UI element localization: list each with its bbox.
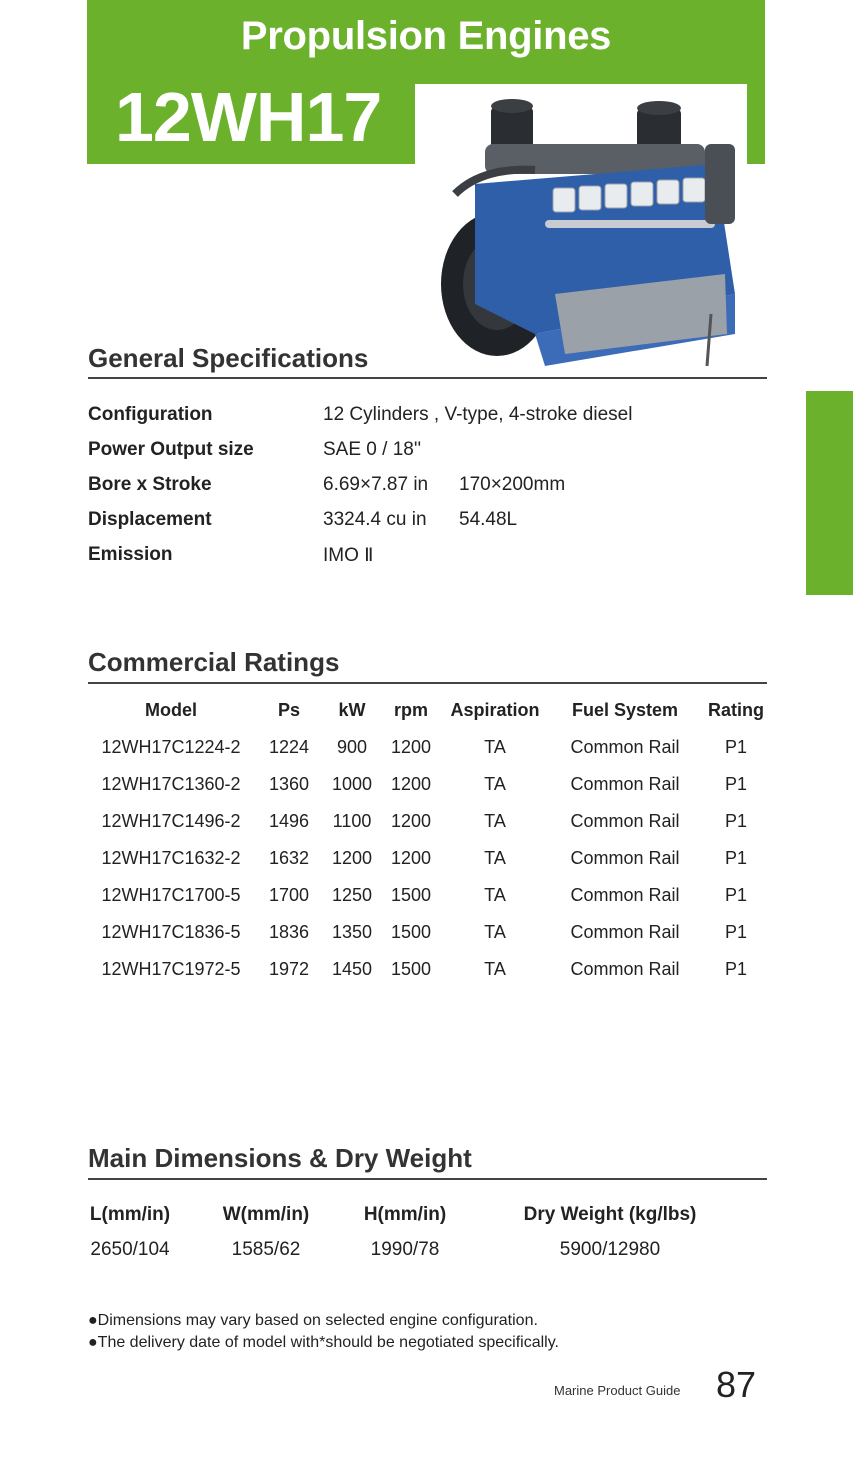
cell-aspiration: TA (484, 811, 506, 831)
cell-ps: 1836 (268, 922, 310, 942)
dim-value-height: 1990/78 (370, 1239, 440, 1260)
spec-value: SAE 0 / 18'' (323, 439, 422, 460)
cell-ps: 1632 (268, 848, 310, 868)
general-specs-title: General Specifications (88, 343, 369, 373)
cell-ps: 1360 (268, 774, 310, 794)
cell-model: 12WH17C1496-2 (101, 811, 241, 831)
cell-model: 12WH17C1972-5 (101, 959, 241, 979)
cell-rpm: 1200 (390, 774, 432, 794)
cell-model: 12WH17C1360-2 (101, 774, 241, 794)
dim-value-width: 1585/62 (231, 1239, 301, 1260)
commercial-ratings-title: Commercial Ratings (88, 647, 340, 677)
col-header-kw: kW (338, 700, 366, 720)
spec-label: Configuration (88, 404, 213, 425)
footer-page-number: 87 (716, 1364, 757, 1405)
cell-kw: 1100 (332, 811, 372, 831)
dim-header-height: H(mm/in) (363, 1204, 447, 1225)
cell-model: 12WH17C1224-2 (101, 737, 241, 757)
dimensions-rule (88, 1178, 767, 1180)
cell-model: 12WH17C1700-5 (101, 885, 241, 905)
col-header-fuel-system: Fuel System (571, 700, 679, 720)
cell-aspiration: TA (484, 885, 506, 905)
cell-rating: P1 (724, 959, 748, 979)
commercial-ratings-rule (88, 682, 767, 684)
banner-subtitle: Propulsion Engines (240, 14, 612, 58)
dim-value-length: 2650/104 (90, 1239, 170, 1260)
cell-kw: 1200 (331, 848, 373, 868)
dim-header-length: L(mm/in) (89, 1204, 171, 1225)
dim-header-width: W(mm/in) (222, 1204, 310, 1225)
cell-aspiration: TA (484, 737, 506, 757)
cell-rpm: 1200 (390, 811, 432, 831)
spec-value-metric: 170×200mm (459, 474, 566, 495)
cell-kw: 900 (336, 737, 368, 757)
cell-fuel-system: Common Rail (570, 811, 680, 831)
cell-rating: P1 (724, 774, 748, 794)
cell-rating: P1 (724, 848, 748, 868)
side-tab-marker (806, 391, 853, 595)
col-header-rpm: rpm (393, 700, 428, 720)
spec-value: 3324.4 cu in (323, 509, 427, 530)
cell-fuel-system: Common Rail (570, 774, 680, 794)
cell-fuel-system: Common Rail (570, 737, 680, 757)
cell-rpm: 1200 (390, 737, 432, 757)
cell-ps: 1224 (268, 737, 310, 757)
cell-kw: 1250 (331, 885, 373, 905)
spec-value: IMO Ⅱ (323, 545, 374, 566)
cell-rpm: 1200 (390, 848, 432, 868)
cell-ps: 1972 (268, 959, 310, 979)
cell-model: 12WH17C1836-5 (101, 922, 241, 942)
cell-rpm: 1500 (390, 885, 432, 905)
cell-model: 12WH17C1632-2 (101, 848, 241, 868)
cell-ps: 1700 (268, 885, 310, 905)
engine-image (415, 84, 747, 370)
note-delivery: ●The delivery date of model with*should be negotiated specifically. (88, 1334, 559, 1351)
col-header-model: Model (145, 700, 197, 720)
cell-kw: 1350 (331, 922, 373, 942)
cell-aspiration: TA (484, 774, 506, 794)
spec-value: 12 Cylinders , V-type, 4-stroke diesel (323, 404, 633, 425)
cell-rating: P1 (724, 885, 748, 905)
spec-label: Emission (88, 544, 173, 565)
footer-guide-label: Marine Product Guide (554, 1383, 681, 1398)
dim-value-weight: 5900/12980 (559, 1239, 661, 1260)
spec-value-metric: 54.48L (459, 509, 518, 530)
cell-kw: 1450 (331, 959, 373, 979)
col-header-aspiration: Aspiration (450, 700, 540, 720)
cell-ps: 1496 (268, 811, 310, 831)
cell-rating: P1 (724, 811, 748, 831)
cell-aspiration: TA (484, 848, 506, 868)
note-dimensions: ●Dimensions may vary based on selected engine configuration. (88, 1312, 538, 1329)
spec-value: 6.69×7.87 in (323, 474, 429, 495)
cell-fuel-system: Common Rail (570, 959, 680, 979)
dim-header-weight: Dry Weight (kg/lbs) (523, 1204, 697, 1225)
spec-label: Displacement (88, 509, 212, 530)
cell-aspiration: TA (484, 959, 506, 979)
dimensions-title: Main Dimensions & Dry Weight (88, 1143, 472, 1173)
spec-label: Bore x Stroke (88, 474, 212, 495)
cell-rating: P1 (724, 922, 748, 942)
spec-label: Power Output size (88, 439, 254, 460)
cell-fuel-system: Common Rail (570, 848, 680, 868)
cell-rpm: 1500 (390, 959, 432, 979)
cell-fuel-system: Common Rail (570, 885, 680, 905)
cell-kw: 1000 (331, 774, 373, 794)
cell-aspiration: TA (484, 922, 506, 942)
cell-fuel-system: Common Rail (570, 922, 680, 942)
cell-rpm: 1500 (390, 922, 432, 942)
general-specs-rule (88, 377, 767, 379)
col-header-ps: Ps (277, 700, 301, 720)
cell-rating: P1 (724, 737, 748, 757)
banner-model-name: 12WH17 (115, 78, 382, 156)
col-header-rating: Rating (708, 700, 764, 720)
